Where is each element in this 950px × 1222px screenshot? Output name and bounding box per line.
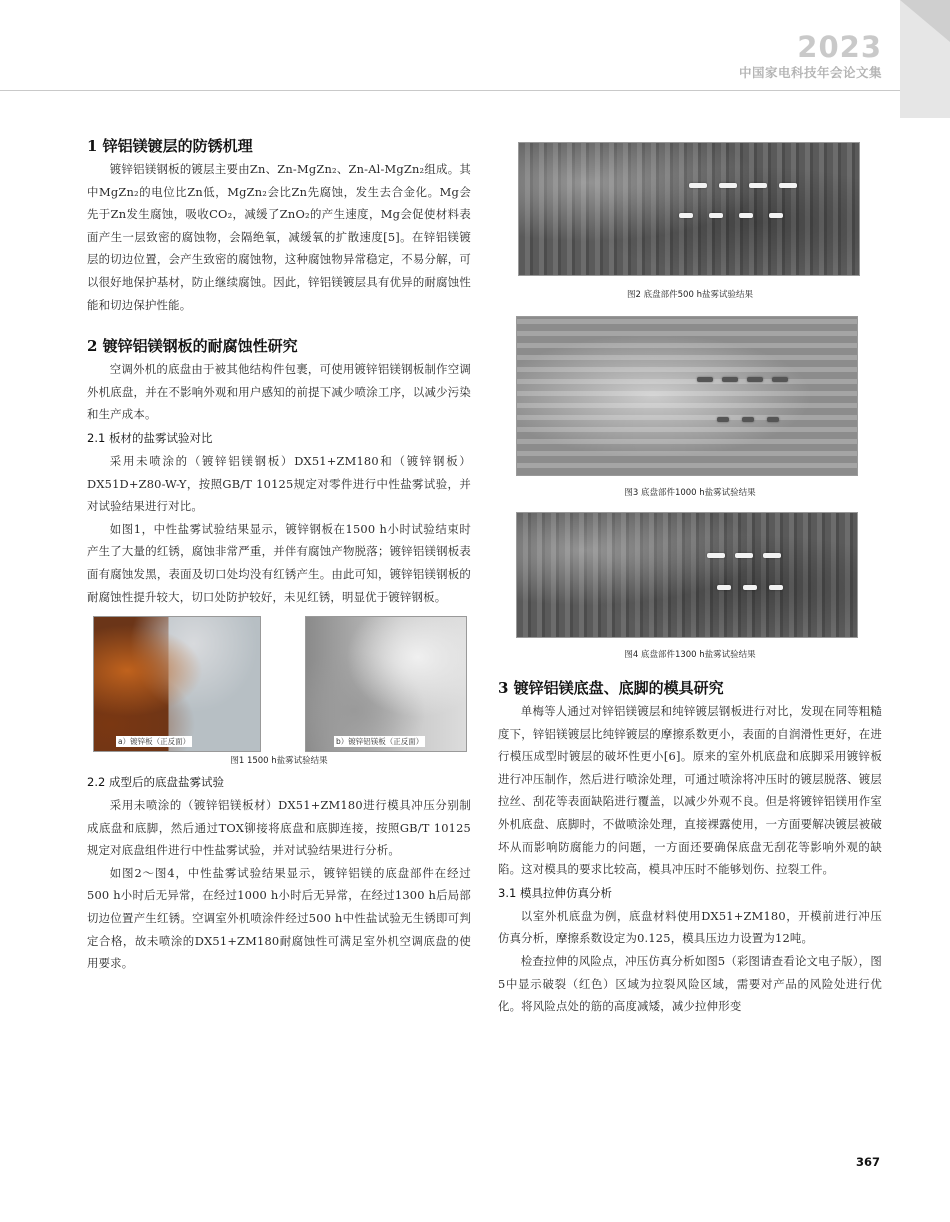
header-year: 2023 [797,30,882,64]
header-title: 中国家电科技年会论文集 [738,65,882,80]
section-2-1-paragraph-1: 采用未喷涂的（镀锌铝镁钢板）DX51+ZM180和（镀锌钢板）DX51D+Z80-W-Y，按照GB/T 10125规定对零件进行中性盐雾试验，并对试验结果进行对比。 [87,453,471,514]
figure-1b-photo [305,616,467,752]
section-3-1-paragraph-2: 检查拉伸的风险点，冲压仿真分析如图5（彩图请查看论文电子版），图5中显示破裂（红色）区域为拉裂风险区域，需要对产品的风险处进行优化。将风险点处的筋的高度减矮，减少拉伸形变 [498,953,882,1014]
section-2-paragraph: 空调外机的底盘由于被其他结构件包裹，可使用镀锌铝镁钢板制作空调外机底盘，并在不影响外观和用户感知的前提下减少喷涂工序，以减少污染和生产成本。 [87,362,471,422]
figure-1 [87,616,471,766]
section-2-1-heading: 2.1 板材的盐雾试验对比 [87,430,213,445]
section-2-heading: 2 镀锌铝镁钢板的耐腐蚀性研究 [87,337,298,356]
section-2-2-paragraph-1: 采用未喷涂的（镀锌铝镁板材）DX51+ZM180进行模具冲压分别制成底盘和底脚，然后通过TOX铆接将底盘和底脚连接，按照GB/T 10125规定对底盘组件进行中性盐雾试验，并对试验结果进行分析。 [87,798,471,858]
figure-1a-label: a）镀锌板（正反面） [118,737,191,747]
figure-3-caption: 图3 底盘部件1000 h盐雾试验结果 [624,488,756,498]
section-3-paragraph: 单梅等人通过对锌铝镁镀层和纯锌镀层钢板进行对比，发现在同等粗糙度下，锌铝镁镀层比纯锌镀层的摩擦系数更小，表面的自润滑性更好，在进行模压成型时镀层的破坏性更小[6]。原来的室外机底盘和底脚采用镀锌板进行冲压制作，然后进行喷涂处理，可通过喷涂将冲压时的镀层脱落、镀层拉丝、刮花等表面缺陷进行覆盖，以减少外观不良。但是将镀锌铝镁用作室外机底盘、底脚时，不做喷涂处理，直接裸露使用，一方面要解决镀层被破坏从而影响防腐能力的问题，一方面还要确保底盘无刮花等影响外观的缺陷。这对模具的要求比较高，模具冲压时不能够划伤、拉裂工件。 [498,704,882,877]
figure-2-caption: 图2 底盘部件500 h盐雾试验结果 [627,290,753,300]
section-1-heading: 1 锌铝镁镀层的防锈机理 [87,137,253,155]
figure-1-caption: 图1 1500 h盐雾试验结果 [230,756,328,767]
section-3-heading: 3 镀锌铝镁底盘、底脚的模具研究 [498,679,724,697]
figure-4 [498,512,882,672]
section-2-2-heading: 2.2 成型后的底盘盐雾试验 [87,775,224,790]
figure-4-caption: 图4 底盘部件1300 h盐雾试验结果 [624,650,756,660]
figure-4-photo [516,512,858,638]
left-column [87,134,471,975]
section-2-1-paragraph-2: 如图1，中性盐雾试验结果显示，镀锌钢板在1500 h小时试验结束时产生了大量的红锈，腐蚀非常严重，并伴有腐蚀产物脱落；镀锌铝镁钢板表面有腐蚀发黑，表面及切口处均没有红锈产生。由此可知，镀锌铝镁钢板的耐腐蚀性提升较大，切口处防护较好，未见红锈，明显优于镀锌钢板。 [87,521,471,604]
figure-2-photo [518,142,860,276]
section-2-2-paragraph-2: 如图2～图4，中性盐雾试验结果显示，镀锌铝镁的底盘部件在经过500 h小时后无异常，在经过1000 h小时后无异常，在经过1300 h后局部切边位置产生红锈。空调室外机喷涂件经过500 h中性盐试验无生锈即可判定合格，故未喷涂的DX51+ZM180耐腐蚀性可满足室外机空调底盘的使用要求。 [87,865,471,971]
figure-1b-label: b）镀锌铝镁板（正反面） [336,737,424,747]
figure-1a-photo [93,616,261,752]
figure-3 [498,316,882,512]
figure-3-photo [516,316,858,476]
header-rule [0,90,900,91]
section-1-paragraph: 镀锌铝镁钢板的镀层主要由Zn、Zn-MgZn₂、Zn-Al-MgZn₂组成。其中MgZn₂的电位比Zn低，MgZn₂会比Zn先腐蚀，发生去合金化。Mg会先于Zn发生腐蚀，吸收CO₂，减缓了ZnO₂的产生速度，Mg会促使材料表面产生一层致密的腐蚀物，会隔绝氧，减缓氧的扩散速度[5]。在锌铝镁镀层的切边位置，会产生致密的腐蚀物，这种腐蚀物异常稳定，不易分解，可以很好地保护基材，防止继续腐蚀。因此，锌铝镁镀层具有优异的耐腐蚀性能和切边保护性能。 [87,162,471,312]
right-column [498,134,882,1018]
figure-2 [498,134,882,304]
section-3-1-paragraph-1: 以室外机底盘为例，底盘材料使用DX51+ZM180，开模前进行冲压仿真分析，摩擦系数设定为0.125，模具压边力设置为12吨。 [498,908,882,946]
page-corner-fold [900,0,950,42]
section-3-1-heading: 3.1 模具拉伸仿真分析 [498,885,612,900]
page-number: 367 [855,1155,880,1169]
